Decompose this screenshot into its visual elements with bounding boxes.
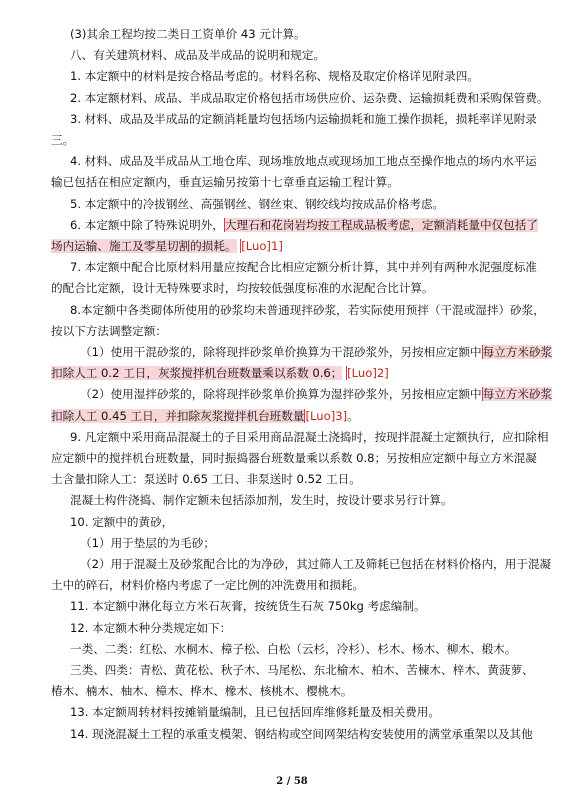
section-heading: 八、有关建筑材料、成品及半成品的说明和规定。 xyxy=(70,48,326,63)
comment-marker[interactable]: [Luo]1] xyxy=(241,239,283,253)
text-line xyxy=(51,238,283,254)
text-line: 2. 本定额材料、成品、半成品取定价格包括市场供应价、运杂费、运输损耗费和采购保管费。 xyxy=(70,90,549,105)
text-line: 1. 本定额中的材料是按合格品考虑的。材料名称、规格及取定价格详见附录四。 xyxy=(70,69,479,84)
text-line: 土含量扣除人工：泵送时 0.65 工日、非泵送时 0.52 工日。 xyxy=(51,472,361,487)
text-line: （1）用于垫层的为毛砂； xyxy=(80,535,215,550)
highlighted-text[interactable]: 每立方米砂浆 xyxy=(482,345,553,359)
highlighted-text[interactable]: 大理石和花岗岩均按工程成品板考虑，定额消耗量中仅包括了 xyxy=(224,217,538,232)
text-line: 混凝土构件浇捣、制作定额未包括添加剂，发生时，按设计要求另行计算。 xyxy=(70,493,453,508)
comment-marker[interactable]: [Luo]2] xyxy=(347,366,389,381)
text-line xyxy=(51,365,389,381)
highlighted-text[interactable]: 扣除人工 0.2 工日，灰浆搅拌机台班数量乘以系数 0.6； xyxy=(51,366,343,381)
text-line xyxy=(80,344,552,360)
page-number: 2 / 58 xyxy=(276,776,308,787)
text-span: （1）使用干混砂浆的，除将现拌砂浆单价换算为干混砂浆外，另按相应定额中 xyxy=(80,345,482,359)
highlighted-text[interactable]: 每立方米砂浆 xyxy=(482,387,553,402)
text-line: 按以下方法调整定额： xyxy=(51,323,167,338)
text-line: 13. 本定额周转材料按摊销量编制，且已包括回库维修耗量及相关费用。 xyxy=(70,705,440,720)
text-line: 的配合比定额，设计无特殊要求时，均按较低强度标准的水泥配合比计算。 xyxy=(51,281,434,296)
text-line: 三。 xyxy=(51,133,75,147)
text-span: 。 xyxy=(347,408,359,423)
text-line: (3)其余工程均按二类日工资单价 43 元计算。 xyxy=(70,27,306,41)
text-line xyxy=(70,217,538,233)
text-line: 应定额中的搅拌机台班数量，同时振捣器台班数量乘以系数 0.8；另按相应定额中每立方米混凝 xyxy=(51,451,537,465)
highlighted-text[interactable]: 扣除人工 0.45 工日，并扣除灰浆搅拌机台班数量 xyxy=(51,408,305,423)
comment-marker[interactable]: [Luo]3] xyxy=(305,408,348,423)
text-line: 14. 现浇混凝土工程的承重支模架、钢结构或空间网架结构安装使用的满堂承重架以及其他 xyxy=(70,726,533,741)
text-line: 10. 定额中的黄砂， xyxy=(70,514,174,529)
text-line: 8.本定额中各类砌体所使用的砂浆均未普通现拌砂浆，若实际使用预拌（干混或湿拌）砂浆， xyxy=(70,302,545,317)
text-span: 6. 本定额中除了特殊说明外， xyxy=(70,217,224,232)
text-line: 9. 凡定额中采用商品混凝土的子目采用商品混凝土浇捣时，按现拌混凝土定额执行，应扣除相 xyxy=(70,429,549,444)
text-line: 椿木、楠木、柚木、樟木、桦木、橡木、核桃木、樱桃木。 xyxy=(51,684,353,699)
text-line: （2）用于混凝土及砂浆配合比的为净砂，其过筛人工及筛耗已包括在材料价格内，用于混凝 xyxy=(80,557,552,571)
text-line: 7. 本定额中配合比原材料用量应按配合比相应定额分析计算，其中并列有两种水泥强度标准 xyxy=(70,260,537,275)
text-line: 5. 本定额中的冷拔钢丝、高强钢丝、钢丝束、钢绞线均按成品价格考虑。 xyxy=(70,196,445,211)
text-span: （2）使用湿拌砂浆的，除将现拌砂浆单价换算为湿拌砂浆外，另按相应定额中 xyxy=(80,387,482,402)
text-line: 12. 本定额木种分类规定如下： xyxy=(70,620,232,635)
text-line: 土中的碎石，材料价格内考虑了一定比例的冲洗费用和损耗。 xyxy=(51,578,365,593)
text-line xyxy=(51,408,359,424)
highlighted-text[interactable]: 场内运输、施工及零星切割的损耗。 xyxy=(51,239,237,253)
text-line: 一类、二类：红松、水桐木、樟子松、白松（云杉，冷杉）、杉木、杨木、柳木、椴木。 xyxy=(70,641,517,656)
text-line: 3. 材料、成品及半成品的定额消耗量均包括场内运输损耗和施工操作损耗，损耗率详见附录 xyxy=(70,111,537,126)
text-line xyxy=(80,386,552,402)
text-line: 输已包括在相应定额内，垂直运输另按第十七章垂直运输工程计算。 xyxy=(51,175,399,190)
text-line: 11. 本定额中淋化每立方米石灰膏，按统货生石灰 750kg 考虑编制。 xyxy=(70,599,426,614)
text-line: 4. 材料、成品及半成品从工地仓库、现场堆放地点或现场加工地点至操作地点的场内水平运 xyxy=(70,154,537,169)
text-line: 三类、四类：青松、黄花松、秋子木、马尾松、东北榆木、柏木、苦楝木、梓木、黄菠萝、 xyxy=(70,663,534,677)
